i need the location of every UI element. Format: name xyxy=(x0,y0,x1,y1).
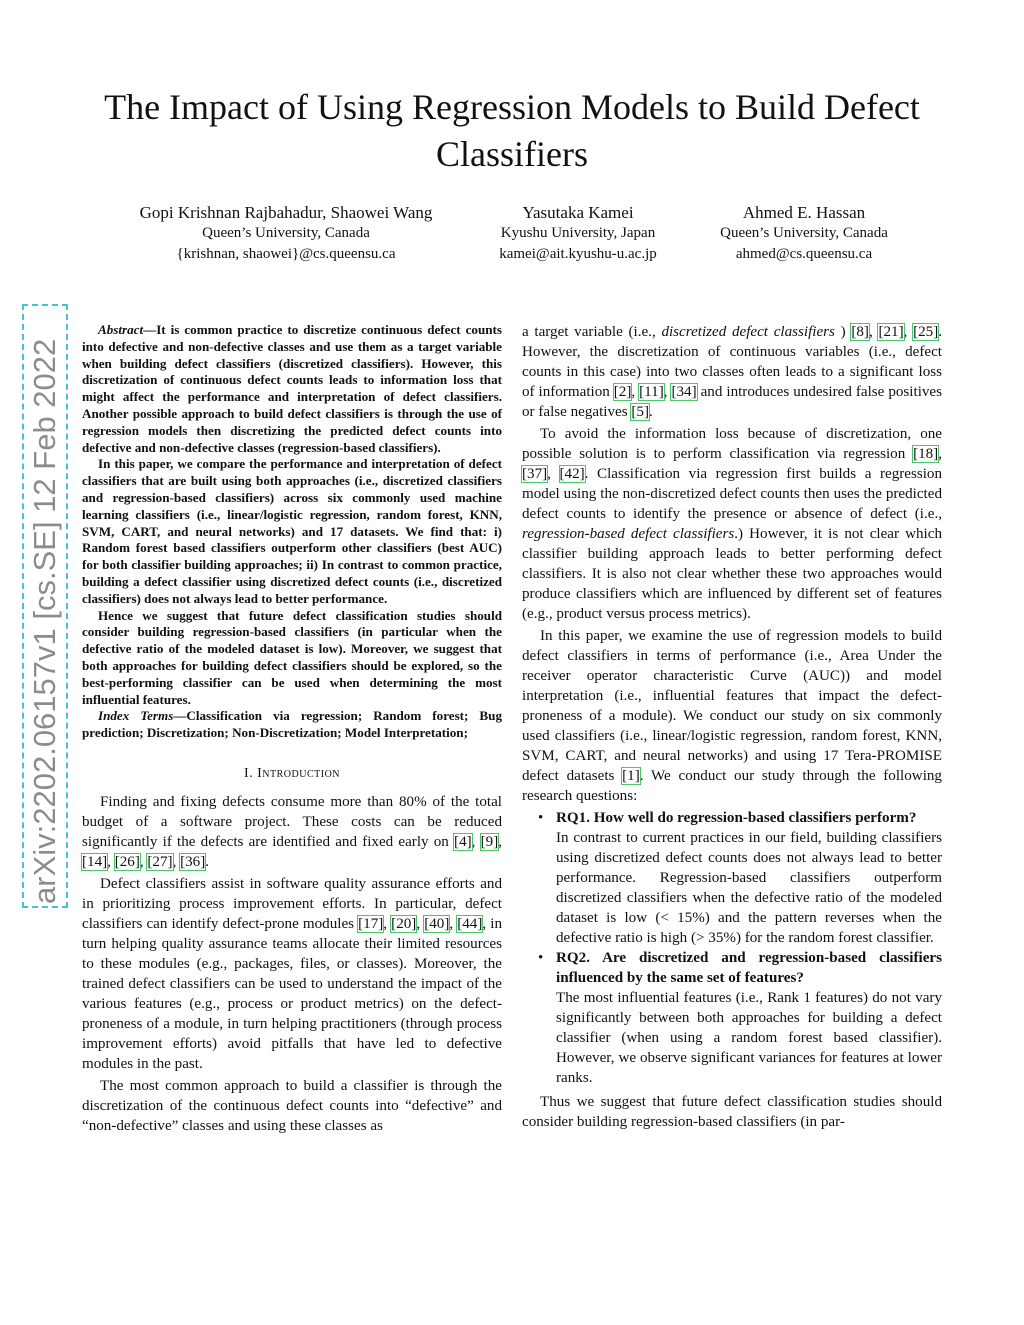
author-email[interactable]: kamei@ait.kyushu-u.ac.jp xyxy=(499,246,657,262)
citation-link[interactable]: [40] xyxy=(424,915,450,932)
citation-link[interactable]: [1] xyxy=(622,768,640,784)
abstract-paragraph-1: Abstract—It is common practice to discretize continuous defect counts into defective and non-defective classes and use them as a target variable when building defect classifiers (discretized classifiers). However, this discretization of continuous defect counts leads to information loss that might affect the performance and interpretation of defect classifiers. Another possible approach to build defect classifiers is through the use of regression models then discretizing the predicted defect counts into defective and non-defective classes (regression-based classifiers). xyxy=(82,322,502,455)
citation-link[interactable]: [21] xyxy=(878,324,904,340)
research-question-2 xyxy=(522,948,942,1088)
arxiv-identifier-link[interactable]: arXiv:2202.06157v1 [cs.SE] 12 Feb 2022 xyxy=(22,304,68,908)
citation-link[interactable]: [11] xyxy=(639,384,664,400)
citation-link[interactable]: [20] xyxy=(391,915,417,932)
citation-link[interactable]: [26] xyxy=(114,853,140,870)
rq1-question: • RQ1. How well do regression-based classifiers perform? xyxy=(556,810,917,826)
author-name: Yasutaka Kamei xyxy=(522,203,634,222)
author-email[interactable]: {krishnan, shaowei}@cs.queensu.ca xyxy=(176,246,396,262)
citation-link[interactable]: [17] xyxy=(358,915,384,932)
author-block-3 xyxy=(696,202,912,265)
left-column xyxy=(82,322,502,1138)
citation-link[interactable]: [9] xyxy=(480,833,499,850)
author-affiliation: Queen’s University, Canada xyxy=(202,225,370,241)
author-name: Gopi Krishnan Rajbahadur, Shaowei Wang xyxy=(139,203,433,222)
citation-link[interactable]: [27] xyxy=(147,853,173,870)
citation-link[interactable]: [2] xyxy=(613,384,632,400)
author-block-2 xyxy=(478,202,678,265)
citation-link[interactable]: [25] xyxy=(913,324,939,340)
citation-link[interactable]: [37] xyxy=(522,466,548,482)
citation-link[interactable]: [44] xyxy=(457,915,483,932)
research-questions-list xyxy=(522,808,942,1088)
citation-link[interactable]: [34] xyxy=(671,384,697,400)
intro-body-left xyxy=(82,792,502,1136)
author-email[interactable]: ahmed@cs.queensu.ca xyxy=(735,246,873,262)
author-affiliation: Kyushu University, Japan xyxy=(500,225,656,241)
right-column xyxy=(522,322,942,1134)
abstract-label: Abstract xyxy=(98,322,144,337)
author-block-1 xyxy=(110,202,462,265)
author-affiliation: Queen’s University, Canada xyxy=(720,225,888,241)
section-title: Introduction xyxy=(257,765,341,781)
intro-paragraph-3: The most common approach to build a classifier is through the discretization of the continuous defect counts into “defective” and “non-defective” classes and using these classes as xyxy=(82,1077,502,1134)
index-terms: Index Terms—Classification via regression; Random forest; Bug prediction; Discretization; Non-Discretization; Model Interpretation; xyxy=(82,708,502,741)
abstract xyxy=(82,322,502,742)
rq2-question: • RQ2. Are discretized and regression-based classifiers influenced by the same set of features? xyxy=(556,950,942,986)
author-name: Ahmed E. Hassan xyxy=(742,203,866,222)
paper-title: The Impact of Using Regression Models to Build Defect Classifiers xyxy=(104,87,920,174)
citation-link[interactable]: [36] xyxy=(180,853,206,870)
research-question-1 xyxy=(522,808,942,948)
intro-paragraph-5: In this paper, we examine the use of regression models to build defect classifiers in terms of performance (i.e., Area Under the receiver operator characteristic Curve (AUC)) and model interpretation (i.e., influential features that impact the defect-proneness of a module). We conduct our study on six commonly used classifiers (i.e., linear/logistic regression, random forest, KNN, SVM, CART, and neural networks) and using 17 Tera-PROMISE defect datasets [1]. We conduct our study through the following research questions: xyxy=(522,628,942,804)
intro-paragraph-1: Finding and fixing defects consume more than 80% of the total budget of a software project. These costs can be reduced significantly if the defects are identified and fixed early on [4], [9], [14], [26], [27], [36]. xyxy=(82,793,503,870)
abstract-paragraph-3: Hence we suggest that future defect classification studies should consider building regression-based classifiers (in particular when the defective ratio of the modeled dataset is low). Moreover, we suggest that both approaches for building defect classifiers should be explored, so the best-performing classifier can be used when determining the most influential features. xyxy=(82,607,502,707)
rq2-answer: The most influential features (i.e., Rank 1 features) do not vary significantly between both approaches for building a defect classifier (when using a random forest based classifier). However, we observe significant variances for features at lower ranks. xyxy=(556,990,942,1086)
citation-link[interactable]: [4] xyxy=(454,833,472,850)
index-terms-label: Index Terms xyxy=(98,708,174,724)
citation-link[interactable]: [8] xyxy=(851,324,869,340)
intro-paragraph-3-continued: a target variable (i.e., discretized defect classifiers ) [8], [21], [25]. However, the discretization of continuous variables (i.e., defect counts in this case) into two classes often leads to a significant loss of information [2], [11], [34] and introduces undesired false positives or false negatives [5]. xyxy=(522,324,943,420)
citation-link[interactable]: [14] xyxy=(82,853,108,870)
section-heading-introduction: I. Introduction xyxy=(243,765,341,781)
citation-link[interactable]: [18] xyxy=(913,446,939,462)
intro-paragraph-4: To avoid the information loss because of discretization, one possible solution is to perform classification via regression [18], [37], [42]. Classification via regression first builds a regression model using the non-discretized defect counts then uses the predicted defect counts to identify the presence or absence of defect (i.e., regression-based defect classifiers.) However, it is not clear which classifier building approach leads to better performing defect classifiers. It is also not clear whether these two approaches would produce classifiers which are influenced by different set of features (e.g., product versus process metrics). xyxy=(522,426,943,622)
abstract-paragraph-2: In this paper, we compare the performance and interpretation of defect classifiers that are built using both approaches (i.e., discretized classifiers and regression-based classifiers) across six commonly used machine learning classifiers (i.e., linear/logistic regression, random forest, KNN, SVM, CART, and neural networks) and 17 datasets. We find that: i) Random forest based classifiers outperform other classifiers (best AUC) for both classifier building approaches; ii) In contrast to common practice, building a defect classifier using discretized defect counts (i.e., discretized classifiers) does not always lead to better performance. xyxy=(82,456,502,606)
rq1-answer: In contrast to current practices in our field, building classifiers using discretized defect counts does not always lead to better performance. Regression-based classifiers outperform discretized classifiers when the defective ratio of the modeled dataset is low (< 15%) and the pattern reverses when the defective ratio is high (> 35%) for the random forest classifier. xyxy=(556,830,942,946)
citation-link[interactable]: [42] xyxy=(559,466,585,482)
intro-paragraph-6: Thus we suggest that future defect classification studies should consider building regression-based classifiers (in par- xyxy=(522,1094,942,1130)
intro-paragraph-2: Defect classifiers assist in software quality assurance efforts and in prioritizing process improvement efforts. In particular, defect classifiers can identify defect-prone modules [17], [20], [40], [44], in turn helping quality assurance teams allocate their limited resources to these modules (e.g., packages, files, or classes). Moreover, the trained defect classifiers can be used to understand the impact of the various features (e.g., process or product metrics) on the defect-proneness of a module, in turn helping practitioners (through process improvement efforts) avoid pitfalls that have led to defective modules in the past. xyxy=(82,875,503,1072)
citation-link[interactable]: [5] xyxy=(631,404,649,420)
